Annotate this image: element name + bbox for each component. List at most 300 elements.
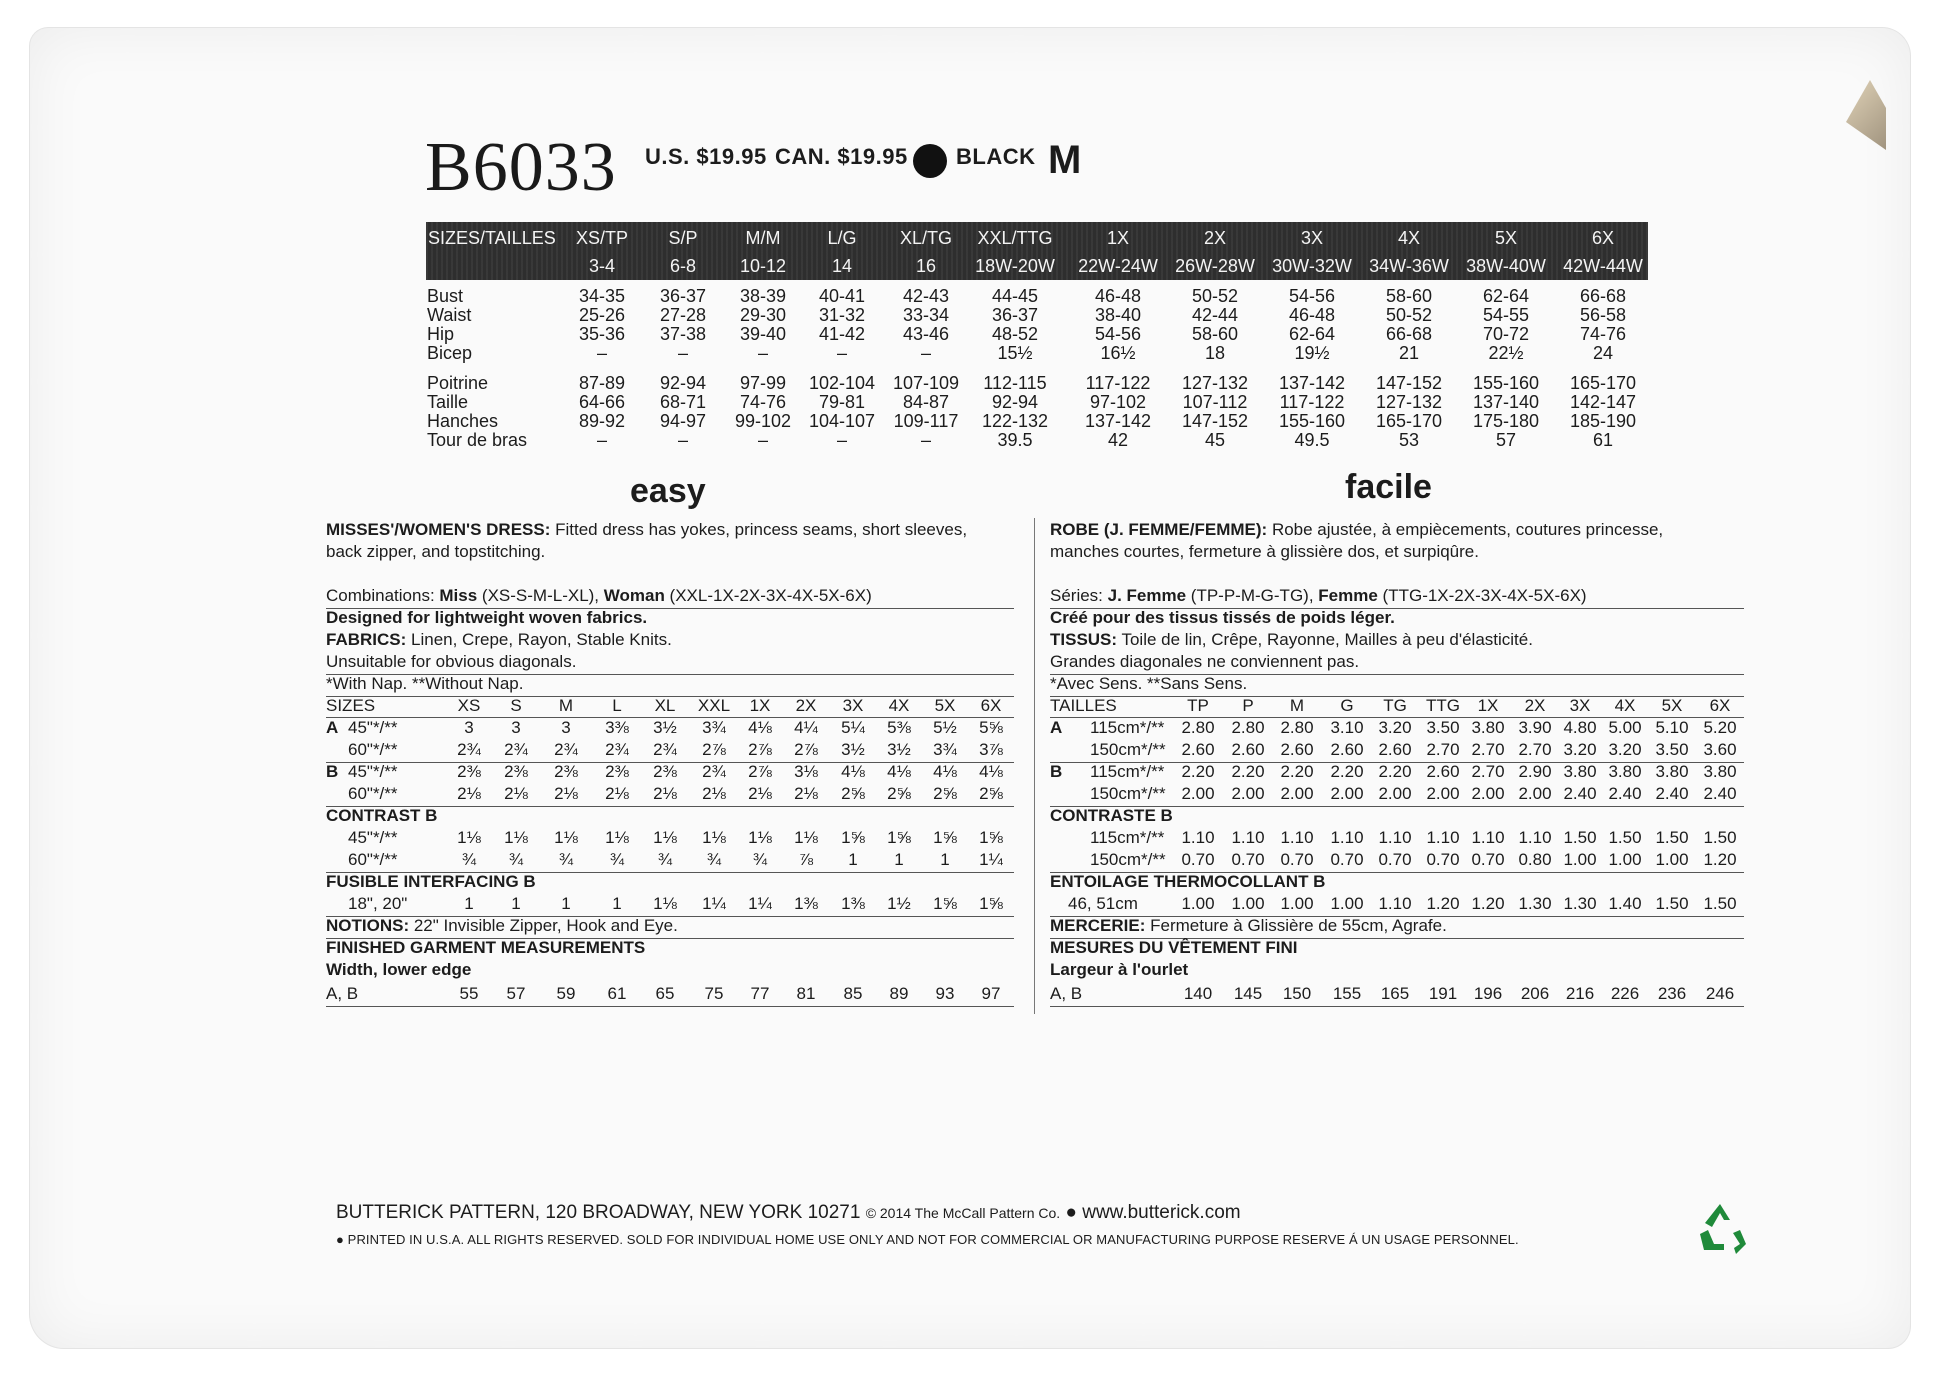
contrast-value: 0.70 [1426,850,1460,869]
website-link[interactable]: www.butterick.com [1082,1202,1241,1223]
size-header-cell: M/M [745,228,781,248]
description-title: MISSES'/WOMEN'S DRESS: [326,520,551,539]
pattern-number: B6033 [425,129,617,206]
finished-value: 85 [843,984,863,1003]
size-column-header: M [1289,696,1305,715]
view-letter: B [1050,762,1063,781]
yardage-value: 2¾ [504,740,528,759]
interfacing-row [1050,894,1138,914]
notions-text: Fermeture à Glissière de 55cm, Agrafe. [1145,916,1447,935]
yardage-value: 2.40 [1563,784,1597,803]
interfacing-value: 1¼ [748,894,772,913]
contrast-value: 0.70 [1181,850,1215,869]
size-column-header: 4X [888,696,910,715]
description-text: back zipper, and topstitching. [326,542,546,561]
finished-value: 226 [1610,984,1640,1003]
yardage-value: 4⅛ [841,762,865,781]
sizes-label-text: SIZES [326,696,376,715]
contrast-value: 1 [894,850,904,869]
bullet: ● [336,1232,344,1247]
yardage-value: 2¾ [457,740,481,759]
measurement-label: Bust [427,286,464,306]
size-number-cell: 22W-24W [1078,256,1158,276]
contrast-value: 1.10 [1378,828,1412,847]
description [326,520,967,540]
designed-for-text: Créé pour des tissus tissés de poids léger. [1050,608,1395,627]
yardage-row [326,784,398,804]
fabrics-text: Linen, Crepe, Rayon, Stable Knits. [406,630,672,649]
contrast-value: ¾ [657,850,673,869]
yardage-value: 3.60 [1703,740,1737,759]
measurement-value: 36-37 [991,305,1039,325]
finished-value: 196 [1473,984,1503,1003]
measurement-value: 21 [1398,343,1420,363]
yardage-value: 2.60 [1181,740,1215,759]
yardage-value: 2⅞ [748,762,772,781]
yardage-value: 2⅛ [794,784,818,803]
size-header-cell: L/G [827,228,857,248]
yardage-value: 2.00 [1181,784,1215,803]
contrast-row [1050,850,1166,870]
fabrics [1050,630,1533,650]
contrast-row [326,850,398,870]
finished-value: 81 [796,984,816,1003]
combinations-woman-sizes: (TTG-1X-2X-3X-4X-5X-6X) [1377,586,1587,605]
measurement-value: 127-132 [1181,373,1249,393]
yardage-value: 3 [511,718,521,737]
yardage-value: 2.00 [1231,784,1265,803]
measurement-value: – [757,430,768,450]
interfacing-value: 1.00 [1231,894,1265,913]
contrast-value: 1.10 [1426,828,1460,847]
finished-label [326,938,645,958]
yardage-value: 2¾ [653,740,677,759]
measurement-value: 53 [1398,430,1420,450]
combinations-prefix: Séries: [1050,586,1108,605]
price-us: U.S. $19.95 [645,144,767,169]
contrast-value: 1⅛ [605,828,629,847]
measurement-value: 41-42 [818,324,866,344]
measurement-value: 155-160 [1472,373,1540,393]
fabric-width: 45"*/** [348,718,398,737]
easy-heading: easy [630,472,706,510]
contrast-value: 1⅛ [748,828,772,847]
measurement-value: 27-28 [659,305,707,325]
contrast-value: 0.70 [1471,850,1505,869]
measurement-value: 49.5 [1294,430,1330,450]
measurement-value: 44-45 [991,286,1039,306]
contrast-value: 1.10 [1471,828,1505,847]
description-text: Fitted dress has yokes, princess seams, short sleeves, [550,520,968,539]
yardage-value: 3⅞ [979,740,1003,759]
notions [1050,916,1447,936]
size-number-cell: 26W-28W [1175,256,1255,276]
contrast-label-text: CONTRASTE B [1050,806,1173,825]
measurement-value: 33-34 [902,305,950,325]
yardage-value: 3.80 [1703,762,1737,781]
yardage-value: 2.90 [1518,762,1552,781]
yardage-value: 3.20 [1378,718,1412,737]
fabric-width: 115cm*/** [1090,828,1165,847]
size-number-cell: 42W-44W [1563,256,1643,276]
yardage-value: 2⅛ [554,784,578,803]
sizes-label-text: TAILLES [1050,696,1117,715]
measurement-value: 79-81 [818,392,866,412]
interfacing-value: 1.00 [1181,894,1215,913]
size-header-cell: XXL/TTG [977,228,1053,248]
column-divider [1034,518,1035,1014]
finished-label [1050,938,1297,958]
measurement-value: 64-66 [578,392,626,412]
finished-value: 75 [704,984,724,1003]
yardage-value: 3⅜ [605,718,629,737]
combinations [1050,586,1587,606]
fabric-width: 150cm*/** [1090,850,1166,869]
yardage-value: 2.60 [1330,740,1364,759]
contrast-value: 1⅝ [887,828,911,847]
yardage-value: 2.00 [1426,784,1460,803]
contrast-row [1050,828,1164,848]
yardage-value: 5.10 [1655,718,1689,737]
fabric-width: 45"*/** [348,762,398,781]
yardage-value: 5.00 [1608,718,1642,737]
contrast-label-text: CONTRAST B [326,806,438,825]
yardage-value: 3.20 [1563,740,1597,759]
yardage-value: 2⅜ [554,762,578,781]
yardage-value: 2⅝ [933,784,957,803]
interfacing-value: 1.50 [1655,894,1689,913]
measurement-value: 87-89 [578,373,626,393]
measurement-value: 142-147 [1569,392,1637,412]
interfacing-value: 1.50 [1703,894,1737,913]
unsuitable [326,652,576,672]
combinations [326,586,872,606]
size-header-cell: 6X [1591,228,1615,248]
contrast-value: 1⅝ [933,828,957,847]
measurement-label: Bicep [427,343,473,363]
contrast-value: ¾ [706,850,722,869]
measurement-label: Waist [427,305,472,325]
measurement-value: 36-37 [659,286,707,306]
contrast-value: ¾ [609,850,625,869]
combinations-woman-sizes: (XXL-1X-2X-3X-4X-5X-6X) [664,586,872,605]
yardage-value: 4.80 [1563,718,1597,737]
contrast-value: 1¼ [979,850,1003,869]
view-letter: B [326,762,339,781]
measurement-value: 38-39 [739,286,787,306]
measurement-value: 137-142 [1084,411,1152,431]
interfacing-value: 1⅝ [979,894,1003,913]
measurement-value: 34-35 [578,286,626,306]
measurement-value: 127-132 [1375,392,1443,412]
yardage-row [326,718,398,738]
measurement-value: 84-87 [902,392,950,412]
fabrics [326,630,672,650]
width-label-text: Largeur à l'ourlet [1050,960,1189,979]
measurement-value: 54-56 [1094,324,1142,344]
finished-value: 145 [1233,984,1263,1003]
nap-note-text: *With Nap. **Without Nap. [326,674,524,693]
measurement-value: 46-48 [1094,286,1142,306]
measurement-value: 35-36 [578,324,626,344]
yardage-value: 2.20 [1181,762,1215,781]
measurement-value: 117-122 [1085,373,1151,393]
contrast-value: 1.20 [1703,850,1737,869]
size-column-header: S [510,696,522,715]
measurement-value: 42-44 [1191,305,1239,325]
measurement-value: 109-117 [893,411,959,431]
footer-notice-line [336,1232,1519,1247]
yardage-value: 3½ [887,740,911,759]
yardage-row [1050,718,1164,738]
measurement-value: 66-68 [1385,324,1433,344]
yardage-value: 2.00 [1471,784,1505,803]
measurement-value: 39-40 [739,324,787,344]
yardage-value: 2.20 [1280,762,1314,781]
finished-row [1050,984,1082,1004]
measurement-value: 94-97 [659,411,707,431]
measurement-value: 102-104 [808,373,876,393]
finished-label-text: FINISHED GARMENT MEASUREMENTS [326,938,646,957]
measurement-value: – [596,430,607,450]
measurement-value: 62-64 [1482,286,1530,306]
interfacing-value: 1.00 [1280,894,1314,913]
yardage-value: 3.10 [1330,718,1364,737]
yardage-value: 4⅛ [979,762,1003,781]
measurement-value: 147-152 [1181,411,1249,431]
interfacing-value: 1⅜ [794,894,818,913]
measurement-value: – [677,343,688,363]
contrast-value: ¾ [558,850,574,869]
measurement-value: 122-132 [981,411,1049,431]
publisher-address: BUTTERICK PATTERN, 120 BROADWAY, NEW YORK 10271 [336,1202,861,1223]
yardage-value: 2⅝ [979,784,1003,803]
measurement-label: Poitrine [427,373,489,393]
nap-note-text: *Avec Sens. **Sans Sens. [1050,674,1248,693]
measurement-value: 46-48 [1288,305,1336,325]
yardage-value: 2⅛ [457,784,481,803]
yardage-row [1050,784,1166,804]
yardage-value: 3½ [841,740,865,759]
finished-row [326,984,358,1004]
combinations-woman: Femme [1318,586,1378,605]
interfacing-value: 1½ [887,894,911,913]
rights-notice: PRINTED IN U.S.A. ALL RIGHTS RESERVED. SOLD FOR INDIVIDUAL HOME USE ONLY AND NOT FOR COMMERCIAL OR MANUFACTURING PURPOSE RESERVE Á UN USAGE PERSONNEL. [347,1232,1519,1247]
yardage-value: 2⅞ [702,740,726,759]
yardage-value: 5½ [933,718,957,737]
yardage-value: 2⅞ [748,740,772,759]
interfacing-value: 1.20 [1471,894,1505,913]
size-column-header: M [558,696,574,715]
contrast-value: 1.10 [1330,828,1364,847]
contrast-value: ⅞ [798,850,814,869]
size-number-cell: 3-4 [588,256,615,276]
measurement-label: Taille [427,392,469,412]
yardage-value: 3.80 [1655,762,1689,781]
interfacing-value: 1.20 [1426,894,1460,913]
finished-value: 89 [889,984,909,1003]
contrast-value: 1.00 [1655,850,1689,869]
yardage-value: 2⅜ [653,762,677,781]
facile-heading: facile [1345,468,1432,506]
measurement-value: 48-52 [991,324,1039,344]
interfacing-value: 1 [464,894,474,913]
description-text: manches courtes, fermeture à glissière dos, et surpiqûre. [1050,542,1479,561]
size-header-cell: XL/TG [899,228,952,248]
width-label-text: Width, lower edge [326,960,472,979]
yardage-row [1050,762,1164,782]
yardage-row [1050,740,1166,760]
unsuitable-text: Grandes diagonales ne conviennent pas. [1050,652,1360,671]
measurement-value: – [920,343,931,363]
width-label [326,960,471,980]
rule-line [326,1006,1014,1007]
black-dot-icon [913,144,947,178]
fabrics-text: Toile de lin, Crêpe, Rayonne, Mailles à peu d'élasticité. [1117,630,1533,649]
measurement-value: 165-170 [1375,411,1443,431]
footer-address-line [336,1202,1241,1224]
size-header-cell: 1X [1106,228,1130,248]
size-header-label: SIZES/TAILLES [428,228,556,248]
contrast-value: ¾ [752,850,768,869]
finished-value: 216 [1565,984,1595,1003]
size-column-header: TTG [1426,696,1460,715]
measurement-value: 18 [1204,343,1226,363]
interfacing-value: 1 [561,894,571,913]
interfacing-row [326,894,407,914]
contrast-value: 1.10 [1280,828,1314,847]
fabric-width: 115cm*/** [1090,718,1165,737]
sizes-label [326,696,375,716]
measurement-value: – [757,343,768,363]
finished-value: 150 [1282,984,1312,1003]
interfacing-value: 1.30 [1518,894,1552,913]
unsuitable [1050,652,1359,672]
color-label: BLACK [956,144,1036,169]
description-text: Robe ajustée, à empiècements, coutures princesse, [1267,520,1664,539]
yardage-value: 2.70 [1426,740,1460,759]
yardage-value: 2⅝ [887,784,911,803]
fabric-width: 150cm*/** [1090,740,1166,759]
contrast-value: ¾ [461,850,477,869]
contrast-value: 1.50 [1563,828,1597,847]
measurement-value: 22½ [1488,343,1524,363]
size-column-header: 3X [842,696,864,715]
sizes-label [1050,696,1117,716]
measurement-value: 58-60 [1191,324,1239,344]
finished-value: 191 [1428,984,1458,1003]
designed-for [1050,608,1395,628]
copyright: © 2014 The McCall Pattern Co. [865,1205,1061,1221]
contrast-value: 1.10 [1518,828,1552,847]
nap-note [1050,674,1247,694]
size-column-header: 1X [749,696,771,715]
finished-value: 246 [1705,984,1735,1003]
description-title: ROBE (J. FEMME/FEMME): [1050,520,1268,539]
contrast-value: 1⅛ [554,828,578,847]
measurement-value: 112-115 [983,373,1047,393]
size-header-cell: 3X [1300,228,1324,248]
finished-view: A, B [326,984,359,1003]
contrast-value: 0.70 [1280,850,1314,869]
interfacing-value: 1⅜ [841,894,865,913]
yardage-row [326,762,398,782]
yardage-value: 5⅝ [979,718,1003,737]
contrast-value: 1⅝ [841,828,865,847]
measurement-value: – [836,343,847,363]
contrast-value: 1.50 [1703,828,1737,847]
contrast-value: 1 [940,850,950,869]
measurement-value: 24 [1592,343,1614,363]
measurement-value: 61 [1592,430,1614,450]
view-letter: A [1050,718,1063,737]
yardage-value: 4⅛ [933,762,957,781]
measurement-value: 39.5 [997,430,1033,450]
measurement-value: 92-94 [991,392,1039,412]
finished-value: 65 [655,984,675,1003]
measurement-value: 43-46 [902,324,950,344]
size-column-header: 4X [1614,696,1636,715]
interfacing-value: 1¼ [702,894,726,913]
yardage-value: 2⅛ [504,784,528,803]
yardage-value: 5⅜ [887,718,911,737]
notions-text: 22" Invisible Zipper, Hook and Eye. [409,916,678,935]
interfacing-value: 1⅝ [933,894,957,913]
interfacing-label-text: FUSIBLE INTERFACING B [326,872,536,891]
contrast-value: 0.70 [1231,850,1265,869]
nap-note [326,674,523,694]
contrast-value: 1⅛ [504,828,528,847]
contrast-label [326,806,437,826]
size-column-header: XL [654,696,676,715]
fabric-width: 60"*/** [348,850,398,869]
measurement-value: – [836,430,847,450]
finished-value: 77 [750,984,770,1003]
size-column-header: 5X [1661,696,1683,715]
interfacing-label [1050,872,1325,892]
size-column-header: XXL [697,696,731,715]
contrast-value: 0.70 [1330,850,1364,869]
designed-for [326,608,647,628]
measurement-label: Hanches [427,411,499,431]
description [1050,520,1663,540]
measurement-value: 70-72 [1482,324,1530,344]
measurement-value: 50-52 [1191,286,1239,306]
yardage-value: 3.90 [1518,718,1552,737]
finished-value: 236 [1657,984,1687,1003]
contrast-value: 1⅛ [702,828,726,847]
measurement-value: 147-152 [1375,373,1443,393]
measurement-value: 45 [1204,430,1226,450]
measurement-value: 66-68 [1579,286,1627,306]
measurement-value: 175-180 [1472,411,1540,431]
contrast-value: 1 [848,850,858,869]
yardage-value: 2.20 [1378,762,1412,781]
bullet: ● [1065,1202,1077,1223]
combinations-miss-sizes: (TP-P-M-G-TG), [1186,586,1319,605]
measurement-value: 37-38 [659,324,707,344]
measurement-value: 137-140 [1472,392,1540,412]
yardage-value: 2.20 [1330,762,1364,781]
yardage-value: 2¾ [702,762,726,781]
interfacing-value: 1 [612,894,622,913]
interfacing-width: 18", 20" [348,894,408,913]
notions-label: NOTIONS: [326,916,410,935]
yardage-value: 5¼ [841,718,865,737]
yardage-row [326,740,398,760]
envelope-letter: M [1048,138,1082,182]
yardage-value: 2.70 [1471,740,1505,759]
